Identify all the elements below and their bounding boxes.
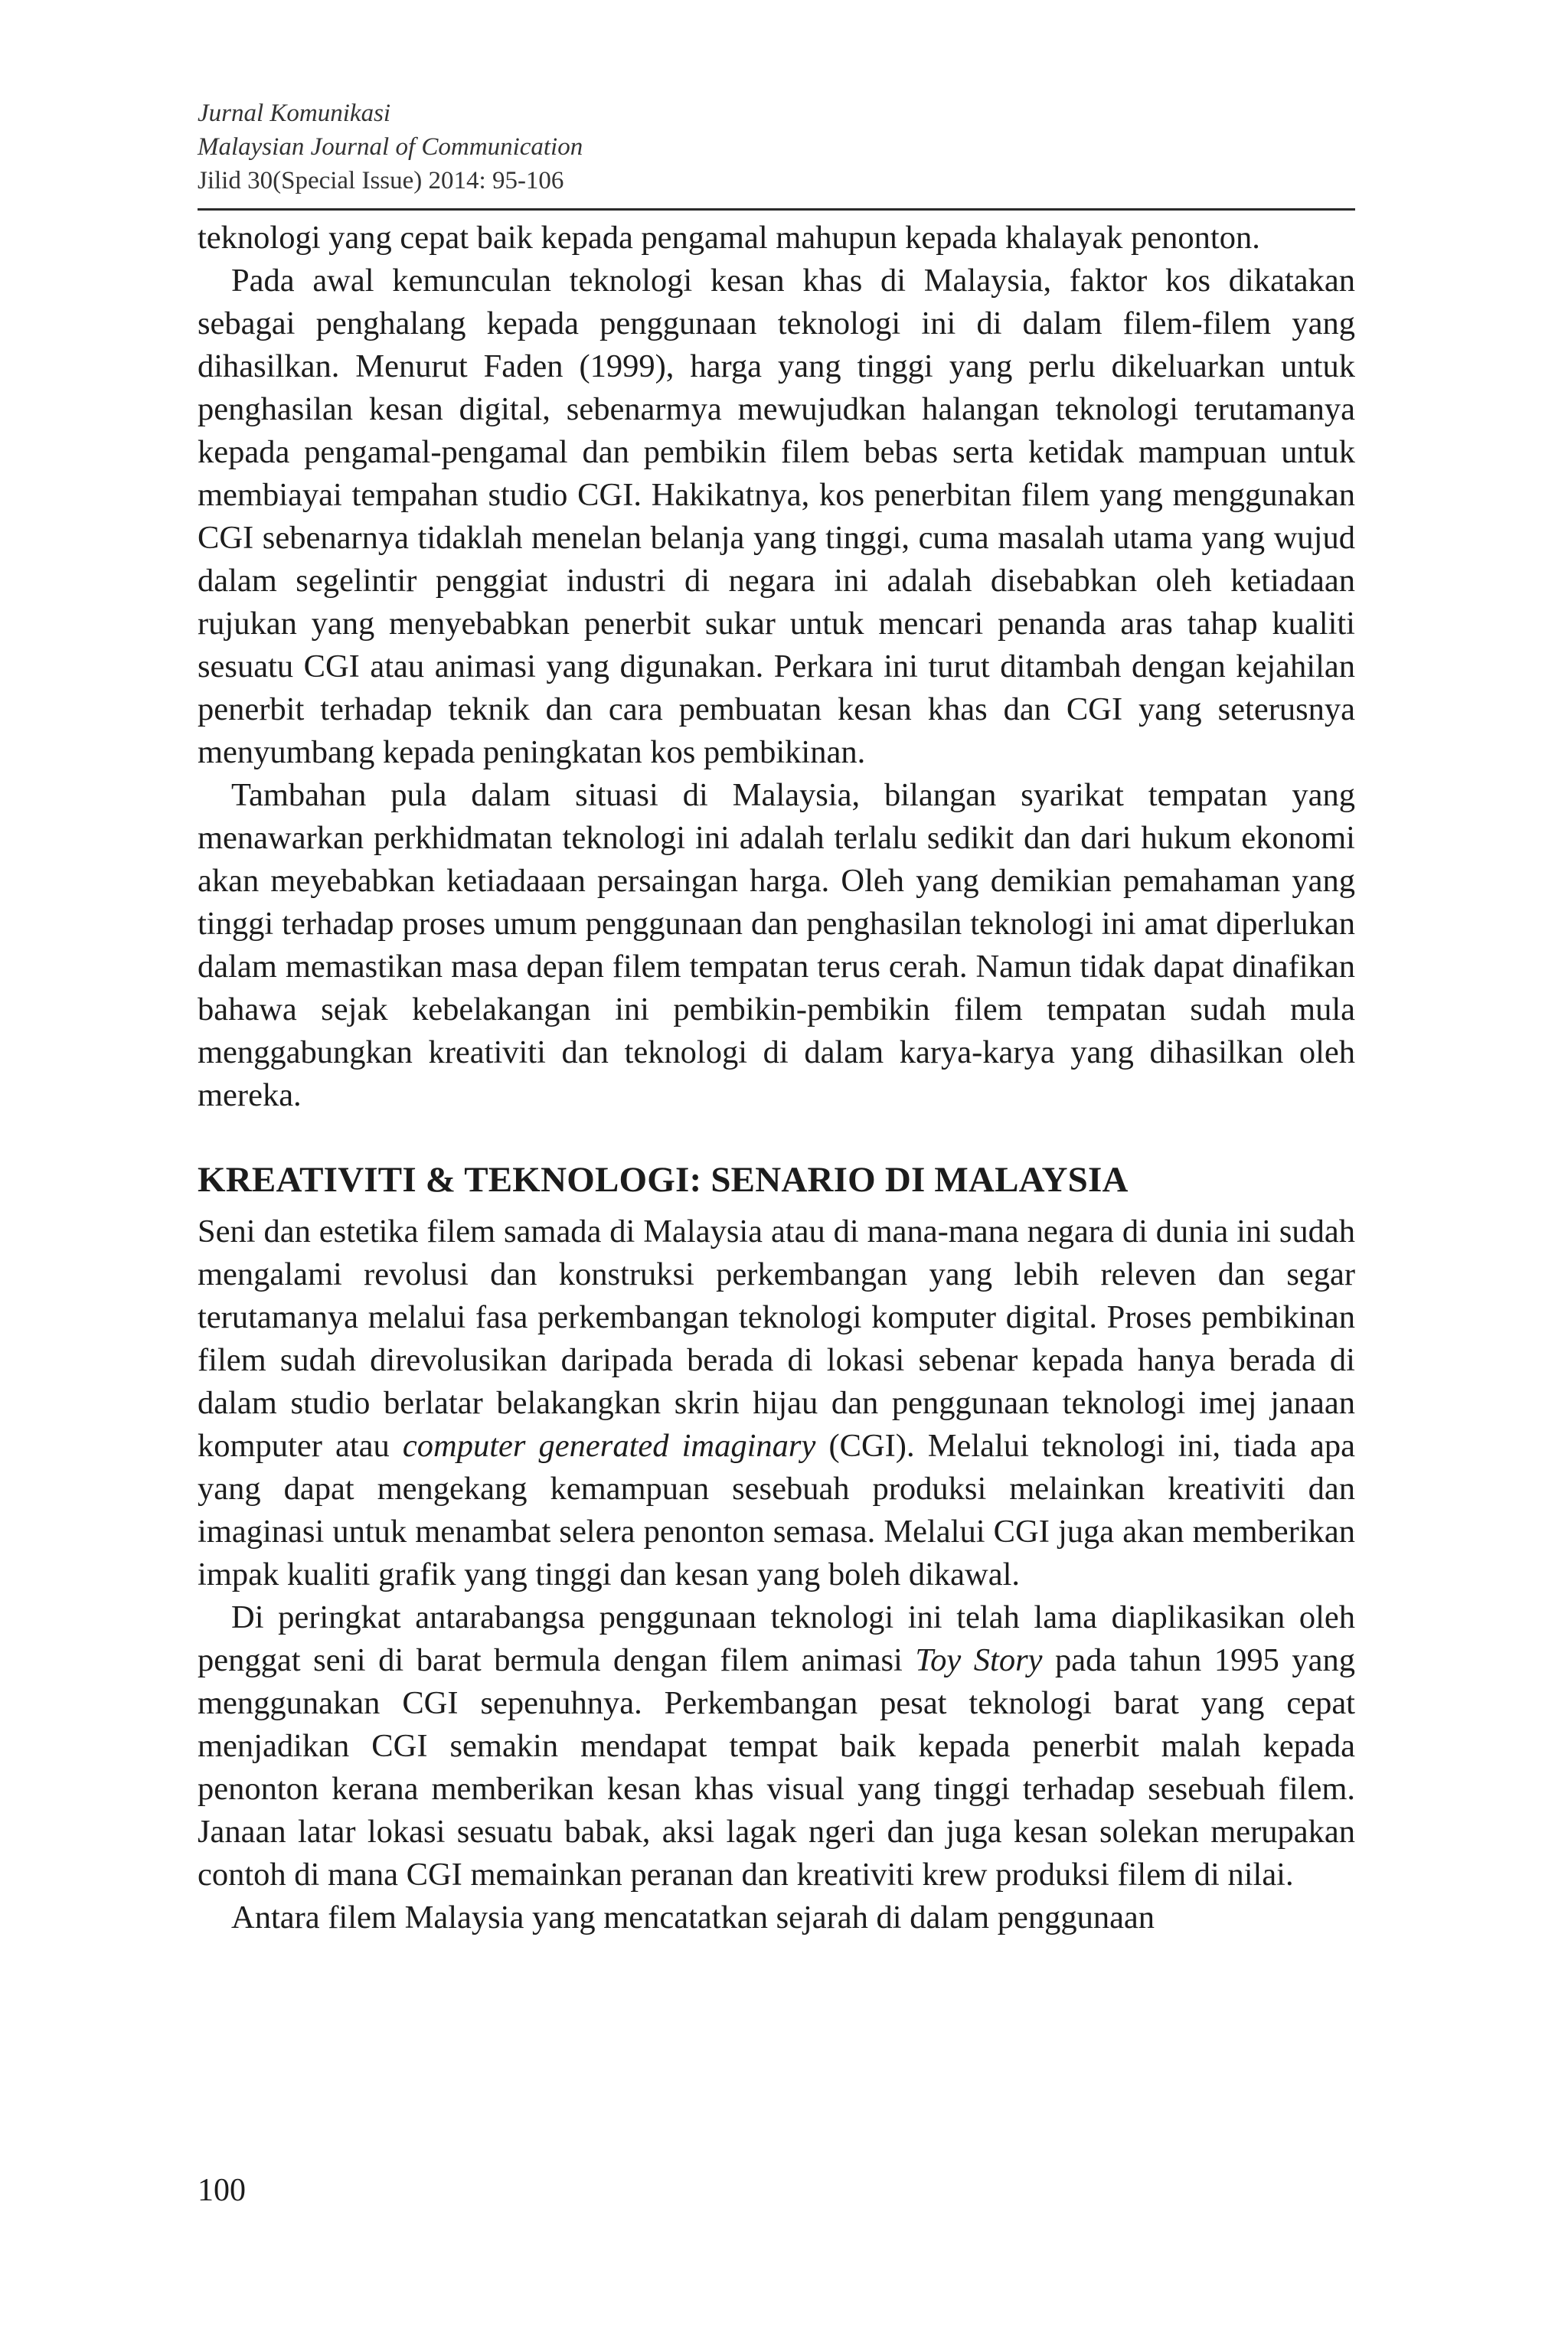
section-heading: KREATIVITI & TEKNOLOGI: SENARIO DI MALAYSIA	[198, 1160, 1129, 1200]
running-header	[198, 96, 1355, 198]
paragraph-cost-factor: Pada awal kemunculan teknologi kesan khas di Malaysia, faktor kos dikatakan sebagai penghalang kepada penggunaan teknologi ini di dalam filem-filem yang dihasilkan. Menurut Faden (1999), harga yang tinggi yang perlu dikeluarkan untuk penghasilan kesan digital, sebenarmya mewujudkan halangan teknologi terutamanya kepada pengamal-pengamal dan pembikin filem bebas serta ketidak mampuan untuk membiayai tempahan studio CGI. Hakikatnya, kos penerbitan filem yang menggunakan CGI sebenarnya tidaklah menelan belanja yang tinggi, cuma masalah utama yang wujud dalam segelintir penggiat industri di negara ini adalah disebabkan oleh ketiadaan rujukan yang menyebabkan penerbit sukar untuk mencari penanda aras tahap kualiti sesuatu CGI atau animasi yang digunakan. Perkara ini turut ditambah dengan kejahilan penerbit terhadap teknik dan cara pembuatan kesan khas dan CGI yang seterusnya menyumbang kepada peningkatan kos pembikinan.	[198, 263, 1355, 770]
paragraph-continuation: teknologi yang cepat baik kepada pengamal mahupun kepada khalayak penonton.	[198, 220, 1260, 256]
paragraph-international	[198, 1596, 1355, 1896]
italic-term: computer generated imaginary	[402, 1428, 816, 1464]
paragraph-text: Seni dan estetika filem samada di Malaysia atau di mana-mana negara di dunia ini sudah mengalami revolusi dan konstruksi perkembangan yang lebih releven dan segar terutamanya melalui fasa perkembangan teknologi komputer digital. Proses pembikinan filem sudah direvolusikan daripada berada di lokasi sebenar kepada hanya berada di dalam studio berlatar belakangkan skrin hijau dan penggunaan teknologi imej janaan komputer atau	[198, 1214, 1355, 1464]
paragraph-local-companies: Tambahan pula dalam situasi di Malaysia, bilangan syarikat tempatan yang menawarkan perkhidmatan teknologi ini adalah terlalu sedikit dan dari hukum ekonomi akan meyebabkan ketiadaaan persaingan harga. Oleh yang demikian pemahaman yang tinggi terhadap proses umum penggunaan dan penghasilan teknologi ini amat diperlukan dalam memastikan masa depan filem tempatan terus cerah. Namun tidak dapat dinafikan bahawa sejak kebelakangan ini pembikin-pembikin filem tempatan sudah mula menggabungkan kreativiti dan teknologi di dalam karya-karya yang dihasilkan oleh mereka.	[198, 777, 1355, 1113]
paragraph-malaysian-films: Antara filem Malaysia yang mencatatkan sejarah di dalam penggunaan	[231, 1900, 1155, 1936]
paragraph-text: pada tahun 1995 yang menggunakan CGI sepenuhnya. Perkembangan pesat teknologi barat yang cepat menjadikan CGI semakin mendapat tempat baik kepada penerbit malah kepada penonton kerana memberikan kesan khas visual yang tinggi terhadap sesebuah filem. Janaan latar lokasi sesuatu babak, aksi lagak ngeri dan juga kesan solekan merupakan contoh di mana CGI memainkan peranan dan kreativiti krew produksi filem di nilai.	[198, 1642, 1356, 1893]
paragraph-text: (CGI). Melalui teknologi ini, tiada apa yang dapat mengekang kemampuan sesebuah produksi melainkan kreativiti dan imaginasi untuk menambat selera penonton semasa. Melalui CGI juga akan memberikan impak kualiti grafik yang tinggi dan kesan yang boleh dikawal.	[198, 1428, 1355, 1592]
paragraph-film-aesthetics	[198, 1210, 1355, 1596]
journal-name-malay: Jurnal Komunikasi	[198, 100, 391, 127]
article-body	[198, 217, 1355, 1939]
journal-page	[198, 96, 1355, 1939]
paragraph-text: Di peringkat antarabangsa penggunaan teknologi ini telah lama diaplikasikan oleh penggat seni di barat bermula dengan filem animasi	[198, 1599, 1355, 1678]
volume-info: Jilid 30(Special Issue) 2014: 95-106	[198, 167, 564, 194]
italic-film-title: Toy Story	[915, 1642, 1043, 1678]
header-rule	[198, 208, 1355, 211]
journal-name-english: Malaysian Journal of Communication	[198, 133, 583, 161]
page-number: 100	[198, 2173, 246, 2208]
